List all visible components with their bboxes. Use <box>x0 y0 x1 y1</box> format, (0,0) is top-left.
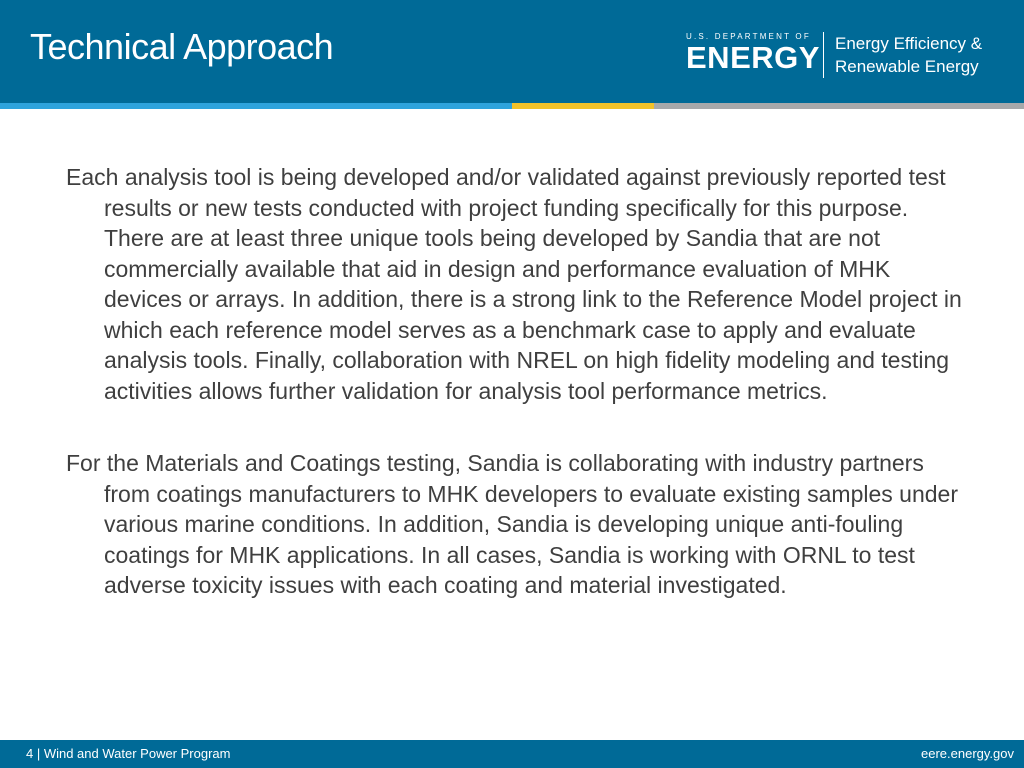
logo-divider <box>823 32 824 78</box>
slide-header <box>0 0 1024 103</box>
body-paragraph-2: For the Materials and Coatings testing, Sandia is collaborating with industry partners from coatings manufacturers to MHK developers to evaluate existing samples under various marine conditions. In addition, Sandia is developing unique anti-fouling coatings for MHK applications. In all cases, Sandia is working with ORNL to test adverse toxicity issues with each coating and material investigated. <box>66 450 958 598</box>
slide-body <box>66 162 966 643</box>
header-stripe-yellow <box>512 103 654 109</box>
footer-website: eere.energy.gov <box>921 746 1014 761</box>
logo-office-line-1: Energy Efficiency & <box>835 34 983 53</box>
logo-office-line-2: Renewable Energy <box>835 57 979 76</box>
logo-energy-text: ENERGY <box>686 40 820 75</box>
header-stripe-gray <box>654 103 1024 109</box>
footer-program-label: 4 | Wind and Water Power Program <box>26 746 231 761</box>
slide-footer <box>0 740 1024 768</box>
header-stripe-blue <box>0 103 512 109</box>
body-paragraph-1: Each analysis tool is being developed and/or validated against previously reported test results or new tests conducted with project funding specifically for this purpose. There are at least three unique tools being developed by Sandia that are not commercially available that aid in design and performance evaluation of MHK devices or arrays. In addition, there is a strong link to the Reference Model project in which each reference model serves as a benchmark case to apply and evaluate analysis tools. Finally, collaboration with NREL on high fidelity modeling and testing activities allows further validation for analysis tool performance metrics. <box>66 164 962 404</box>
slide-title: Technical Approach <box>30 26 334 67</box>
logo-department-text: U.S. DEPARTMENT OF <box>686 32 811 41</box>
logo-office-text <box>835 32 982 78</box>
